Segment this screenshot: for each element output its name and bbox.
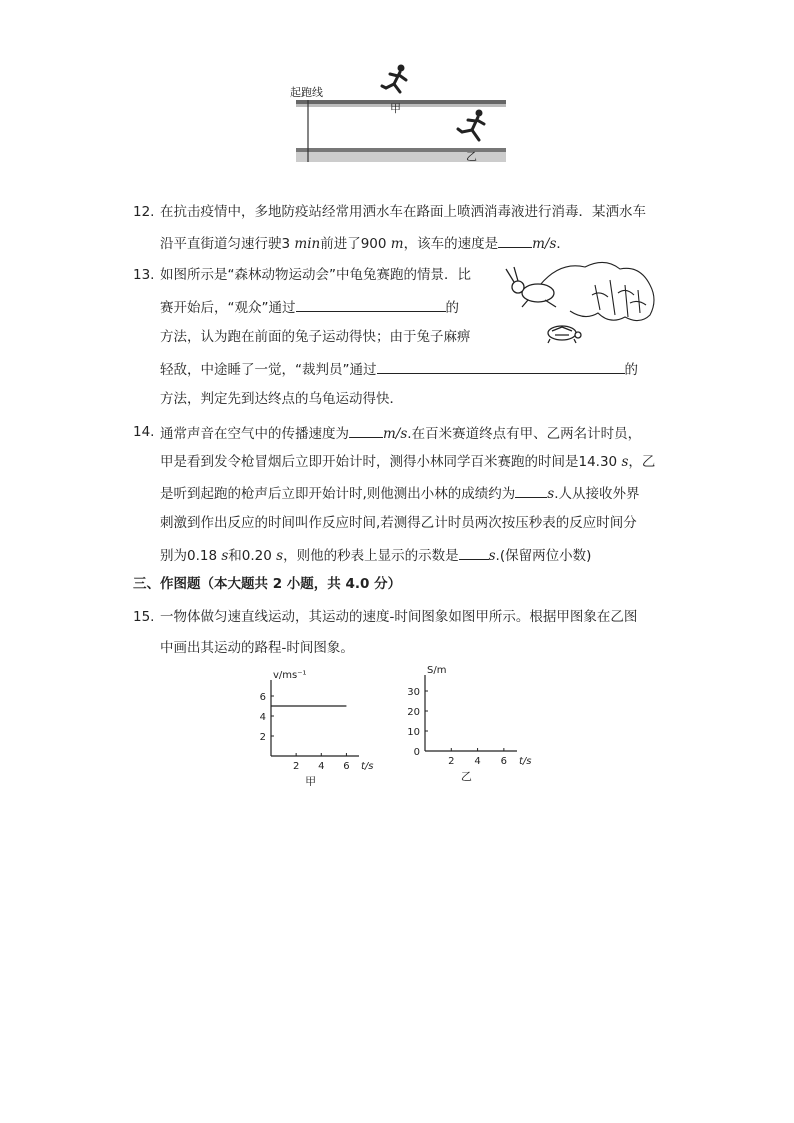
y-tick-label: 30: [407, 687, 420, 698]
q14-number: 14.: [133, 424, 155, 440]
y-tick-label: 0: [413, 747, 420, 758]
q14-text: .人从接收外界: [554, 486, 640, 502]
start-line-label: 起跑线: [290, 86, 323, 99]
q14-line4: 刺激到作出反应的时间叫作反应时间,若测得乙计时员两次按压秒表的反应时间分: [160, 515, 637, 531]
q14-unit-s: s: [276, 548, 284, 564]
q14-text: 是听到起跑的枪声后立即开始计时,则他测出小林的成绩约为: [160, 486, 516, 502]
q13-text: 的: [445, 300, 459, 316]
q14-line1: [160, 423, 641, 443]
q12-answer-blank[interactable]: [498, 233, 532, 248]
q13-line1: 如图所示是“森林动物运动会”中龟兔赛跑的情景．比: [160, 267, 471, 283]
chart-caption: 乙: [460, 770, 472, 783]
q14-text: 别为0.18: [160, 548, 222, 564]
tortoise-icon: [548, 326, 581, 343]
q13-blank-1[interactable]: [296, 297, 446, 312]
q13-number: 13.: [133, 267, 155, 283]
y-tick-label: 6: [259, 692, 266, 703]
q14-line3: [160, 483, 640, 503]
distance-time-chart[interactable]: [395, 660, 540, 786]
x-tick-label: 6: [343, 761, 350, 772]
track-top-shade: [296, 104, 506, 107]
q13-line2: [160, 297, 459, 317]
q14-text: 通常声音在空气中的传播速度为: [160, 426, 349, 442]
q14-unit-ms: m/s: [383, 426, 408, 442]
runner-b-icon: [458, 110, 484, 141]
q14-line2: [160, 453, 655, 471]
velocity-time-chart: [245, 668, 385, 786]
x-tick-label: 2: [448, 756, 455, 767]
y-axis-label: v/ms⁻¹: [273, 670, 307, 681]
q14-text: ，乙: [628, 454, 656, 470]
q14-line5: [160, 545, 591, 565]
x-axis-label: t/s: [519, 756, 532, 767]
q15-number: 15.: [133, 609, 155, 625]
q13-text: 的: [624, 362, 638, 378]
runner-b-label: 乙: [466, 150, 477, 163]
q14-text: ，则他的秒表上显示的示数是: [283, 548, 459, 564]
y-tick-label: 4: [259, 712, 266, 723]
q14-unit-s: s: [221, 548, 229, 564]
q13-line3: 方法，认为跑在前面的兔子运动得快；由于兔子麻痹: [160, 329, 471, 345]
q14-unit-s: s: [488, 548, 496, 564]
y-tick-label: 20: [407, 707, 420, 718]
q12-line1: 在抗击疫情中，多地防疫站经常用洒水车在路面上喷洒消毒液进行消毒．某洒水车: [160, 204, 646, 220]
q14-blank-2[interactable]: [515, 483, 547, 498]
tortoise-hare-illustration: [500, 255, 665, 350]
q12-text: ，该车的速度是: [403, 236, 499, 252]
x-tick-label: 6: [500, 756, 508, 767]
q14-blank-3[interactable]: [459, 545, 489, 560]
forest-icon: [540, 262, 654, 320]
track-top-edge: [296, 100, 506, 104]
q14-text: .(保留两位小数): [495, 548, 592, 564]
start-line-figure: [286, 60, 526, 170]
x-tick-label: 4: [474, 756, 481, 767]
q12-line2: [160, 233, 570, 253]
q15-line2: 中画出其运动的路程-时间图象。: [160, 640, 354, 656]
q12-number: 12.: [133, 204, 155, 220]
q14-text: 和0.20: [228, 548, 277, 564]
y-tick-label: 10: [407, 727, 420, 738]
q14-unit-s: s: [547, 486, 555, 502]
q15-line1: 一物体做匀速直线运动，其运动的速度-时间图象如图甲所示。根据甲图象在乙图: [160, 609, 638, 625]
runner-a-icon: [382, 65, 406, 93]
q13-blank-2[interactable]: [377, 359, 625, 374]
y-tick-label: 2: [259, 732, 266, 743]
q14-unit-s: s: [621, 454, 629, 470]
x-tick-label: 2: [292, 761, 300, 772]
runner-a-label: 甲: [390, 102, 401, 115]
q13-text: 轻敌，中途睡了一觉，“裁判员”通过: [160, 362, 377, 378]
q13-line5: 方法，判定先到达终点的乌龟运动得快．: [160, 391, 403, 407]
q12-text: ．: [556, 236, 570, 252]
q14-text: 甲是看到发令枪冒烟后立即开始计时，测得小林同学百米赛跑的时间是14.30: [160, 454, 622, 470]
q13-line4: [160, 359, 638, 379]
q12-text: 沿平直街道匀速行驶3: [160, 236, 295, 252]
q12-unit-m: m: [390, 236, 404, 252]
q13-text: 赛开始后，“观众”通过: [160, 300, 296, 316]
section-3-title: 三、作图题（本大题共 2 小题，共 4.0 分）: [133, 576, 402, 592]
hare-icon: [506, 267, 556, 307]
q12-text: 前进了900: [320, 236, 391, 252]
q14-text: .在百米赛道终点有甲、乙两名计时员，: [407, 426, 642, 442]
q14-blank-1[interactable]: [349, 423, 383, 438]
x-tick-label: 4: [318, 761, 325, 772]
chart-caption: 甲: [305, 775, 317, 786]
q12-unit-min: min: [294, 236, 321, 252]
x-axis-label: t/s: [361, 761, 374, 772]
y-axis-label: S/m: [427, 665, 447, 676]
q12-unit-ms: m/s: [532, 236, 557, 252]
